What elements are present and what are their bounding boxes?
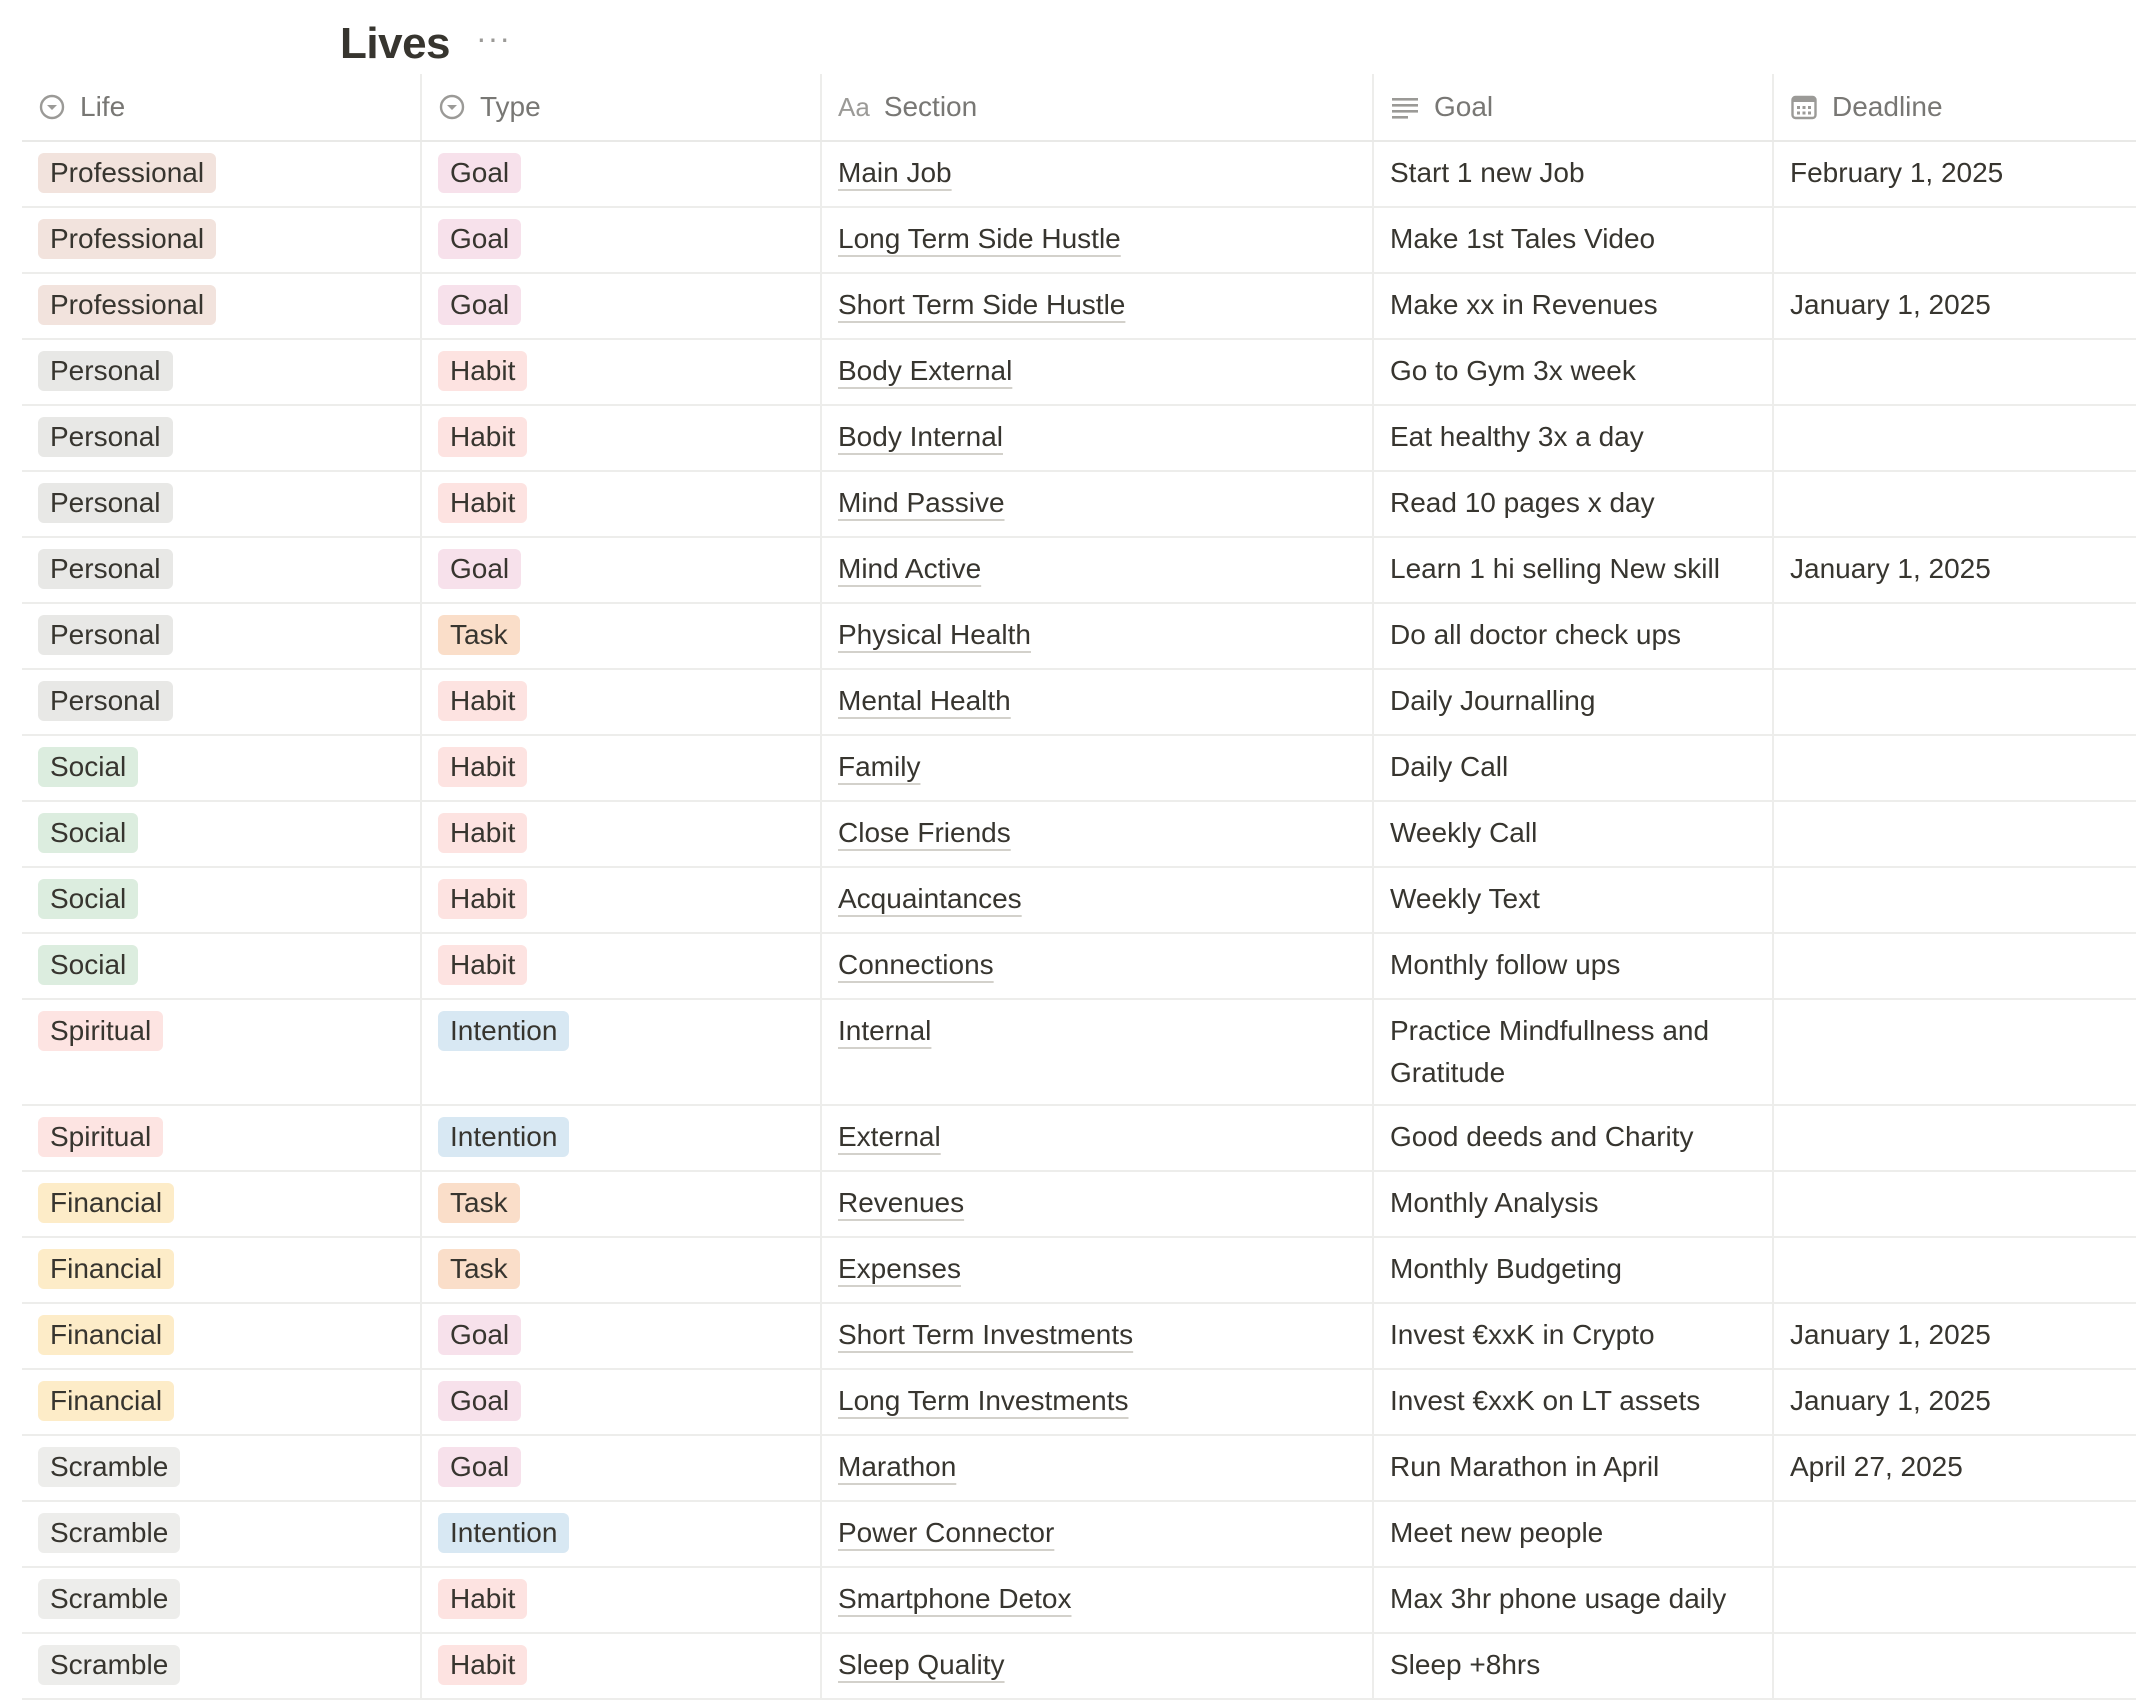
table-row[interactable]	[22, 736, 2136, 802]
cell-deadline[interactable]	[1774, 1436, 2136, 1500]
type-tag: Habit	[438, 945, 527, 985]
cell-goal[interactable]	[1374, 406, 1774, 470]
cell-type[interactable]	[422, 1238, 822, 1302]
cell-type[interactable]	[422, 208, 822, 272]
cell-life[interactable]	[22, 274, 422, 338]
section-title-link[interactable]: Body External	[838, 355, 1013, 386]
goal-text: Invest €xxK in Crypto	[1390, 1319, 1655, 1350]
cell-goal[interactable]	[1374, 538, 1774, 602]
goal-text: Start 1 new Job	[1390, 157, 1585, 188]
cell-deadline[interactable]	[1774, 1568, 2136, 1632]
section-title-link[interactable]: Long Term Investments	[838, 1385, 1129, 1416]
table-row[interactable]	[22, 1304, 2136, 1370]
type-tag: Habit	[438, 1645, 527, 1685]
cell-type[interactable]	[422, 1568, 822, 1632]
cell-type[interactable]	[422, 274, 822, 338]
cell-goal[interactable]	[1374, 670, 1774, 734]
goal-text: Make xx in Revenues	[1390, 289, 1658, 320]
column-header-goal-label: Goal	[1434, 91, 1494, 122]
cell-life[interactable]	[22, 1000, 422, 1104]
cell-life[interactable]	[22, 406, 422, 470]
cell-life[interactable]	[22, 1172, 422, 1236]
goal-text: Weekly Text	[1390, 883, 1540, 914]
cell-type[interactable]	[422, 604, 822, 668]
cell-section[interactable]	[822, 604, 1374, 668]
type-tag: Task	[438, 615, 520, 655]
cell-deadline[interactable]	[1774, 670, 2136, 734]
life-tag: Scramble	[38, 1513, 180, 1553]
cell-type[interactable]	[422, 1502, 822, 1566]
type-tag: Goal	[438, 1315, 521, 1355]
table-row[interactable]	[22, 1436, 2136, 1502]
table-row[interactable]	[22, 1238, 2136, 1304]
title-property-icon: Aa	[838, 91, 870, 122]
type-tag: Habit	[438, 483, 527, 523]
table-row[interactable]	[22, 538, 2136, 604]
select-property-icon	[38, 93, 66, 121]
cell-deadline[interactable]	[1774, 736, 2136, 800]
cell-deadline[interactable]	[1774, 1304, 2136, 1368]
type-tag: Task	[438, 1249, 520, 1289]
section-title-link[interactable]: Short Term Side Hustle	[838, 289, 1126, 320]
life-tag: Financial	[38, 1183, 174, 1223]
cell-life[interactable]	[22, 472, 422, 536]
cell-section[interactable]	[822, 802, 1374, 866]
life-tag: Professional	[38, 285, 216, 325]
goal-text: Do all doctor check ups	[1390, 619, 1682, 650]
life-tag: Personal	[38, 417, 173, 457]
section-title-link[interactable]: Expenses	[838, 1253, 961, 1284]
cell-life[interactable]	[22, 604, 422, 668]
cell-deadline[interactable]	[1774, 274, 2136, 338]
type-tag: Intention	[438, 1011, 569, 1051]
goal-text: Invest €xxK on LT assets	[1390, 1385, 1701, 1416]
cell-deadline[interactable]	[1774, 868, 2136, 932]
cell-section[interactable]	[822, 340, 1374, 404]
type-tag: Goal	[438, 285, 521, 325]
cell-type[interactable]	[422, 1304, 822, 1368]
section-title-link[interactable]: Body Internal	[838, 421, 1003, 452]
deadline-date: January 1, 2025	[1790, 1385, 1991, 1416]
life-tag: Scramble	[38, 1579, 180, 1619]
section-title-link[interactable]: Physical Health	[838, 619, 1031, 650]
cell-life[interactable]	[22, 1304, 422, 1368]
goal-text: Daily Journalling	[1390, 685, 1596, 716]
deadline-date: January 1, 2025	[1790, 1319, 1991, 1350]
cell-section[interactable]	[822, 1172, 1374, 1236]
type-tag: Habit	[438, 417, 527, 457]
cell-section[interactable]	[822, 538, 1374, 602]
cell-life[interactable]	[22, 142, 422, 206]
cell-goal[interactable]	[1374, 1568, 1774, 1632]
cell-section[interactable]	[822, 1106, 1374, 1170]
column-header-deadline-label: Deadline	[1832, 91, 1943, 122]
life-tag: Scramble	[38, 1645, 180, 1685]
cell-deadline[interactable]	[1774, 604, 2136, 668]
type-tag: Intention	[438, 1117, 569, 1157]
goal-text: Monthly Analysis	[1390, 1187, 1599, 1218]
cell-goal[interactable]	[1374, 472, 1774, 536]
select-property-icon	[438, 93, 466, 121]
section-title-link[interactable]: Mind Passive	[838, 487, 1005, 518]
cell-life[interactable]	[22, 1238, 422, 1302]
table-row[interactable]	[22, 604, 2136, 670]
cell-section[interactable]	[822, 472, 1374, 536]
cell-deadline[interactable]	[1774, 340, 2136, 404]
cell-section[interactable]	[822, 1568, 1374, 1632]
cell-section[interactable]	[822, 406, 1374, 470]
cell-life[interactable]	[22, 538, 422, 602]
goal-text: Weekly Call	[1390, 817, 1538, 848]
goal-text: Sleep +8hrs	[1390, 1649, 1541, 1680]
cell-goal[interactable]	[1374, 340, 1774, 404]
section-title-link[interactable]: Connections	[838, 949, 994, 980]
table-body	[22, 142, 2136, 1700]
life-tag: Financial	[38, 1315, 174, 1355]
cell-section[interactable]	[822, 1238, 1374, 1302]
life-tag: Social	[38, 945, 138, 985]
column-header-life[interactable]	[22, 74, 422, 140]
cell-life[interactable]	[22, 868, 422, 932]
type-tag: Habit	[438, 747, 527, 787]
cell-life[interactable]	[22, 1370, 422, 1434]
cell-section[interactable]	[822, 1502, 1374, 1566]
section-title-link[interactable]: Sleep Quality	[838, 1649, 1005, 1680]
cell-goal[interactable]	[1374, 274, 1774, 338]
cell-type[interactable]	[422, 1634, 822, 1698]
table-row[interactable]	[22, 1502, 2136, 1568]
deadline-date: January 1, 2025	[1790, 289, 1991, 320]
goal-text: Run Marathon in April	[1390, 1451, 1660, 1482]
cell-type[interactable]	[422, 142, 822, 206]
life-tag: Social	[38, 813, 138, 853]
life-tag: Personal	[38, 483, 173, 523]
life-tag: Professional	[38, 219, 216, 259]
column-header-goal[interactable]	[1374, 74, 1774, 140]
text-property-icon	[1390, 93, 1420, 121]
table-row[interactable]	[22, 934, 2136, 1000]
table-row[interactable]	[22, 472, 2136, 538]
goal-text: Meet new people	[1390, 1517, 1604, 1548]
cell-deadline[interactable]	[1774, 1370, 2136, 1434]
type-tag: Goal	[438, 1381, 521, 1421]
cell-type[interactable]	[422, 1172, 822, 1236]
goal-text: Good deeds and Charity	[1390, 1121, 1694, 1152]
page-title: Lives	[340, 19, 451, 68]
type-tag: Goal	[438, 549, 521, 589]
cell-section[interactable]	[822, 868, 1374, 932]
type-tag: Task	[438, 1183, 520, 1223]
cell-section[interactable]	[822, 736, 1374, 800]
cell-section[interactable]	[822, 1304, 1374, 1368]
cell-life[interactable]	[22, 670, 422, 734]
cell-goal[interactable]	[1374, 1000, 1774, 1104]
cell-deadline[interactable]	[1774, 1106, 2136, 1170]
column-header-deadline[interactable]	[1774, 74, 2136, 140]
section-title-link[interactable]: Family	[838, 751, 921, 782]
cell-type[interactable]	[422, 1000, 822, 1104]
cell-type[interactable]	[422, 1436, 822, 1500]
type-tag: Habit	[438, 351, 527, 391]
cell-type[interactable]	[422, 538, 822, 602]
column-header-section-label: Section	[883, 91, 978, 122]
section-title-link[interactable]: Long Term Side Hustle	[838, 223, 1121, 254]
deadline-date: April 27, 2025	[1790, 1451, 1963, 1482]
life-tag: Personal	[38, 615, 173, 655]
life-tag: Personal	[38, 351, 173, 391]
cell-deadline[interactable]	[1774, 406, 2136, 470]
cell-type[interactable]	[422, 1106, 822, 1170]
cell-deadline[interactable]	[1774, 142, 2136, 206]
cell-section[interactable]	[822, 274, 1374, 338]
table-header	[22, 74, 2136, 142]
table-row[interactable]	[22, 274, 2136, 340]
type-tag: Habit	[438, 1579, 527, 1619]
cell-life[interactable]	[22, 340, 422, 404]
cell-life[interactable]	[22, 208, 422, 272]
cell-deadline[interactable]	[1774, 538, 2136, 602]
life-tag: Scramble	[38, 1447, 180, 1487]
type-tag: Goal	[438, 1447, 521, 1487]
goal-text: Max 3hr phone usage daily	[1390, 1583, 1727, 1614]
goal-text: Learn 1 hi selling New skill	[1390, 553, 1720, 584]
cell-goal[interactable]	[1374, 1436, 1774, 1500]
life-tag: Financial	[38, 1249, 174, 1289]
table-row[interactable]	[22, 1106, 2136, 1172]
column-header-section[interactable]	[822, 74, 1374, 140]
cell-goal[interactable]	[1374, 1172, 1774, 1236]
cell-type[interactable]	[422, 472, 822, 536]
type-tag: Goal	[438, 153, 521, 193]
cell-deadline[interactable]	[1774, 934, 2136, 998]
section-title-link[interactable]: Short Term Investments	[838, 1319, 1134, 1350]
cell-section[interactable]	[822, 1370, 1374, 1434]
type-tag: Habit	[438, 879, 527, 919]
life-tag: Spiritual	[38, 1117, 163, 1157]
cell-goal[interactable]	[1374, 736, 1774, 800]
section-title-link[interactable]: Marathon	[838, 1451, 957, 1482]
cell-goal[interactable]	[1374, 868, 1774, 932]
table-row[interactable]	[22, 406, 2136, 472]
column-header-type[interactable]	[422, 74, 822, 140]
type-tag: Intention	[438, 1513, 569, 1553]
cell-deadline[interactable]	[1774, 1238, 2136, 1302]
cell-life[interactable]	[22, 1106, 422, 1170]
cell-life[interactable]	[22, 1502, 422, 1566]
cell-life[interactable]	[22, 1568, 422, 1632]
section-title-link[interactable]: Acquaintances	[838, 883, 1022, 914]
cell-goal[interactable]	[1374, 934, 1774, 998]
more-options-button[interactable]: ···	[476, 20, 511, 56]
life-tag: Professional	[38, 153, 216, 193]
table-row[interactable]	[22, 142, 2136, 208]
table-row[interactable]	[22, 1000, 2136, 1106]
cell-deadline[interactable]	[1774, 472, 2136, 536]
goal-text: Monthly follow ups	[1390, 949, 1621, 980]
type-tag: Habit	[438, 813, 527, 853]
cell-type[interactable]	[422, 802, 822, 866]
cell-type[interactable]	[422, 736, 822, 800]
goal-text: Monthly Budgeting	[1390, 1253, 1622, 1284]
cell-goal[interactable]	[1374, 604, 1774, 668]
goal-text: Eat healthy 3x a day	[1390, 421, 1644, 452]
cell-type[interactable]	[422, 340, 822, 404]
goal-text: Read 10 pages x day	[1390, 487, 1655, 518]
life-tag: Social	[38, 879, 138, 919]
section-title-link[interactable]: Main Job	[838, 157, 952, 188]
cell-life[interactable]	[22, 1436, 422, 1500]
cell-type[interactable]	[422, 934, 822, 998]
section-title-link[interactable]: Internal	[838, 1015, 932, 1046]
goal-text: Daily Call	[1390, 751, 1509, 782]
column-header-type-label: Type	[480, 91, 541, 122]
cell-deadline[interactable]	[1774, 1502, 2136, 1566]
table-row[interactable]	[22, 340, 2136, 406]
goal-text: Practice Mindfullness and Gratitude	[1390, 1015, 1710, 1088]
cell-deadline[interactable]	[1774, 1000, 2136, 1104]
cell-section[interactable]	[822, 670, 1374, 734]
cell-section[interactable]	[822, 208, 1374, 272]
cell-section[interactable]	[822, 1000, 1374, 1104]
cell-goal[interactable]	[1374, 1304, 1774, 1368]
table-row[interactable]	[22, 1370, 2136, 1436]
life-tag: Financial	[38, 1381, 174, 1421]
life-tag: Social	[38, 747, 138, 787]
cell-goal[interactable]	[1374, 802, 1774, 866]
cell-goal[interactable]	[1374, 1502, 1774, 1566]
cell-life[interactable]	[22, 1634, 422, 1698]
section-title-link[interactable]: Mental Health	[838, 685, 1011, 716]
cell-section[interactable]	[822, 142, 1374, 206]
cell-type[interactable]	[422, 406, 822, 470]
database-table	[22, 74, 2136, 1700]
type-tag: Habit	[438, 681, 527, 721]
life-tag: Personal	[38, 549, 173, 589]
goal-text: Go to Gym 3x week	[1390, 355, 1636, 386]
cell-life[interactable]	[22, 934, 422, 998]
cell-goal[interactable]	[1374, 208, 1774, 272]
table-row[interactable]	[22, 670, 2136, 736]
cell-deadline[interactable]	[1774, 1634, 2136, 1698]
section-title-link[interactable]: Smartphone Detox	[838, 1583, 1072, 1614]
cell-life[interactable]	[22, 736, 422, 800]
cell-goal[interactable]	[1374, 1634, 1774, 1698]
section-title-link[interactable]: Power Connector	[838, 1517, 1055, 1548]
cell-section[interactable]	[822, 1436, 1374, 1500]
column-header-life-label: Life	[80, 91, 126, 122]
table-row[interactable]	[22, 868, 2136, 934]
cell-deadline[interactable]	[1774, 802, 2136, 866]
cell-goal[interactable]	[1374, 142, 1774, 206]
life-tag: Personal	[38, 681, 173, 721]
table-row[interactable]	[22, 1172, 2136, 1238]
cell-goal[interactable]	[1374, 1370, 1774, 1434]
cell-deadline[interactable]	[1774, 1172, 2136, 1236]
deadline-date: January 1, 2025	[1790, 553, 1991, 584]
deadline-date: February 1, 2025	[1790, 157, 2004, 188]
cell-type[interactable]	[422, 670, 822, 734]
life-tag: Spiritual	[38, 1011, 163, 1051]
cell-section[interactable]	[822, 1634, 1374, 1698]
goal-text: Make 1st Tales Video	[1390, 223, 1656, 254]
section-title-link[interactable]: External	[838, 1121, 941, 1152]
calendar-icon	[1790, 93, 1818, 121]
cell-type[interactable]	[422, 868, 822, 932]
cell-type[interactable]	[422, 1370, 822, 1434]
section-title-link[interactable]: Close Friends	[838, 817, 1011, 848]
type-tag: Goal	[438, 219, 521, 259]
cell-goal[interactable]	[1374, 1238, 1774, 1302]
cell-section[interactable]	[822, 934, 1374, 998]
table-row[interactable]	[22, 208, 2136, 274]
section-title-link[interactable]: Mind Active	[838, 553, 982, 584]
cell-life[interactable]	[22, 802, 422, 866]
section-title-link[interactable]: Revenues	[838, 1187, 965, 1218]
cell-deadline[interactable]	[1774, 208, 2136, 272]
table-row[interactable]	[22, 1568, 2136, 1634]
table-row[interactable]	[22, 802, 2136, 868]
title-row	[340, 14, 511, 74]
cell-goal[interactable]	[1374, 1106, 1774, 1170]
table-row[interactable]	[22, 1634, 2136, 1700]
